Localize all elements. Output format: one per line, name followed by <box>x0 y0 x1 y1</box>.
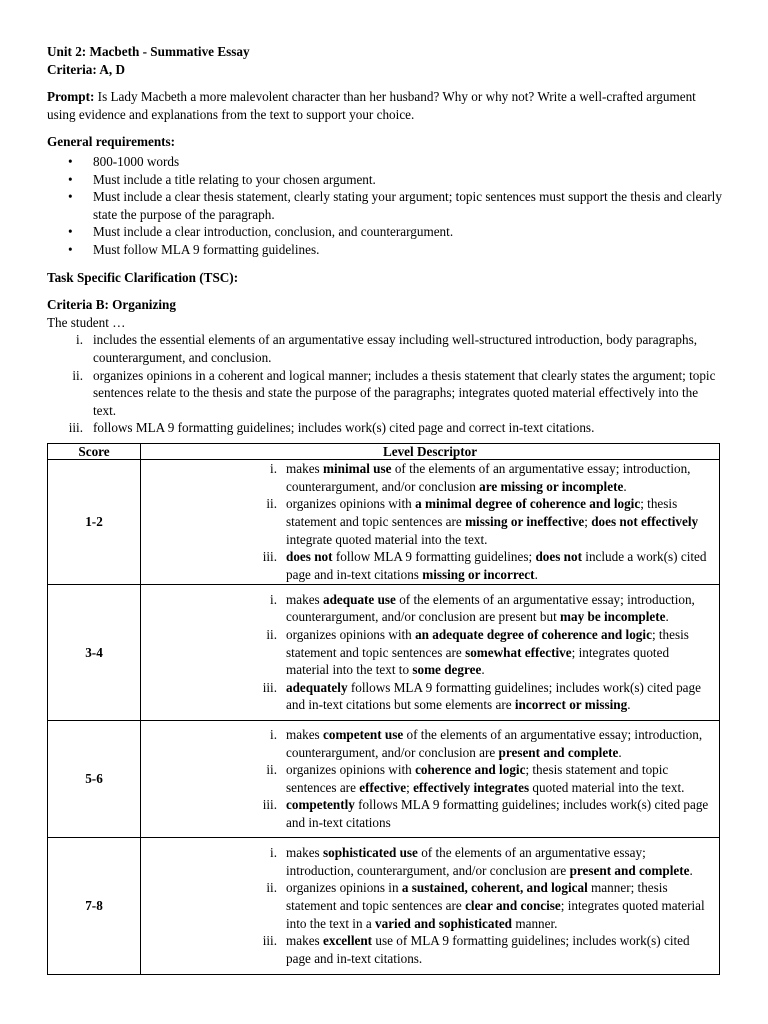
descriptor-list <box>141 726 713 832</box>
score-cell: 1-2 <box>48 459 141 584</box>
level-descriptor-column-header: Level Descriptor <box>141 443 720 459</box>
score-cell: 3-4 <box>48 584 141 720</box>
descriptor-list <box>141 844 713 967</box>
rubric-row <box>48 720 720 837</box>
descriptor-item: i. makes minimal use of the elements of an argumentative essay; introduction, counterargument, and/or conclusion are missing or incomplete. <box>270 461 691 494</box>
rubric-table <box>47 443 720 975</box>
document-title: Unit 2: Macbeth - Summative Essay <box>47 44 250 59</box>
descriptor-item: ii. organizes opinions with a minimal degree of coherence and logic; thesis statement and topic sentences are missing or ineffective; does not effectively integrate quoted material into the text. <box>266 496 699 547</box>
tsc-list <box>47 331 723 437</box>
prompt-text: Is Lady Macbeth a more malevolent character than her husband? Why or why not? Write a well-crafted argument using evidence and explanations from the text to support your choice. <box>47 89 696 122</box>
descriptor-item: iii. makes excellent use of MLA 9 formatting guidelines; includes work(s) cited page and in-text citations. <box>262 933 690 966</box>
rubric-row <box>48 584 720 720</box>
descriptor-cell <box>141 720 720 837</box>
document-page <box>47 43 723 975</box>
score-column-header: Score <box>48 443 141 459</box>
descriptor-list <box>141 460 713 583</box>
prompt-paragraph <box>47 88 723 123</box>
criteria-line: Criteria: A, D <box>47 61 125 77</box>
score-cell: 5-6 <box>48 720 141 837</box>
requirement-item: • Must include a clear introduction, conclusion, and counterargument. <box>47 223 723 241</box>
descriptor-item: iii. adequately follows MLA 9 formatting guidelines; includes work(s) cited page and in-text citations but some elements are incorrect or missing. <box>262 679 701 713</box>
requirement-item: • Must follow MLA 9 formatting guidelines. <box>47 241 723 259</box>
tsc-intro: The student … <box>47 314 126 330</box>
descriptor-item: i. makes sophisticated use of the elements of an argumentative essay; introduction, counterargument, and/or conclusion are present and complete. <box>270 845 693 878</box>
descriptor-item: ii. organizes opinions with coherence and logic; thesis statement and topic sentences are effective; effectively integrates quoted material into the text. <box>266 762 685 795</box>
tsc-heading: Task Specific Clarification (TSC): <box>47 269 239 285</box>
descriptor-cell <box>141 584 720 720</box>
descriptor-cell <box>141 459 720 584</box>
descriptor-list <box>141 591 713 714</box>
tsc-item: ii. organizes opinions in a coherent and logical manner; includes a thesis statement that clearly states the argument; topic sentences relate to the thesis and state the purpose of the paragraphs; integrates quoted material effectively into the text. <box>72 367 716 418</box>
descriptor-item: iii. competently follows MLA 9 formatting guidelines; includes work(s) cited page and in-text citations <box>262 797 709 831</box>
descriptor-item: iii. does not follow MLA 9 formatting guidelines; does not include a work(s) cited page and in-text citations missing or incorrect. <box>262 549 707 582</box>
descriptor-item: ii. organizes opinions in a sustained, coherent, and logical manner; thesis statement and topic sentences are clear and concise; integrates quoted material into the text in a varied and sophisticated manner. <box>266 880 705 931</box>
general-requirements-heading: General requirements: <box>47 134 176 150</box>
descriptor-item: ii. organizes opinions with an adequate degree of coherence and logic; thesis statement and topic sentences are somewhat effective; integrates quoted material into the text to some degree. <box>266 626 689 678</box>
rubric-header-row <box>48 443 720 459</box>
descriptor-cell <box>141 837 720 974</box>
score-cell: 7-8 <box>48 837 141 974</box>
prompt-label: Prompt: <box>47 89 95 105</box>
tsc-item: i. includes the essential elements of an argumentative essay including well-structured introduction, body paragraphs, counterargument, and conclusion. <box>76 332 698 365</box>
requirement-item: • 800-1000 words <box>47 153 723 171</box>
descriptor-item: i. makes competent use of the elements of an argumentative essay; introduction, counterargument, and/or conclusion are present and complete. <box>270 727 703 760</box>
descriptor-item: i. makes adequate use of the elements of an argumentative essay; introduction, counterargument, and/or conclusion are present but may be incomplete. <box>270 591 695 625</box>
criteria-b-heading: Criteria B: Organizing <box>47 297 176 313</box>
requirement-item: • Must include a clear thesis statement, clearly stating your argument; topic sentences must support the thesis and clearly state the purpose of the paragraph. <box>47 188 723 223</box>
tsc-item: iii. follows MLA 9 formatting guidelines; includes work(s) cited page and correct in-text citations. <box>68 420 595 436</box>
general-requirements-list <box>47 153 723 259</box>
rubric-row <box>48 459 720 584</box>
requirement-item: • Must include a title relating to your chosen argument. <box>47 171 723 189</box>
rubric-row <box>48 837 720 974</box>
